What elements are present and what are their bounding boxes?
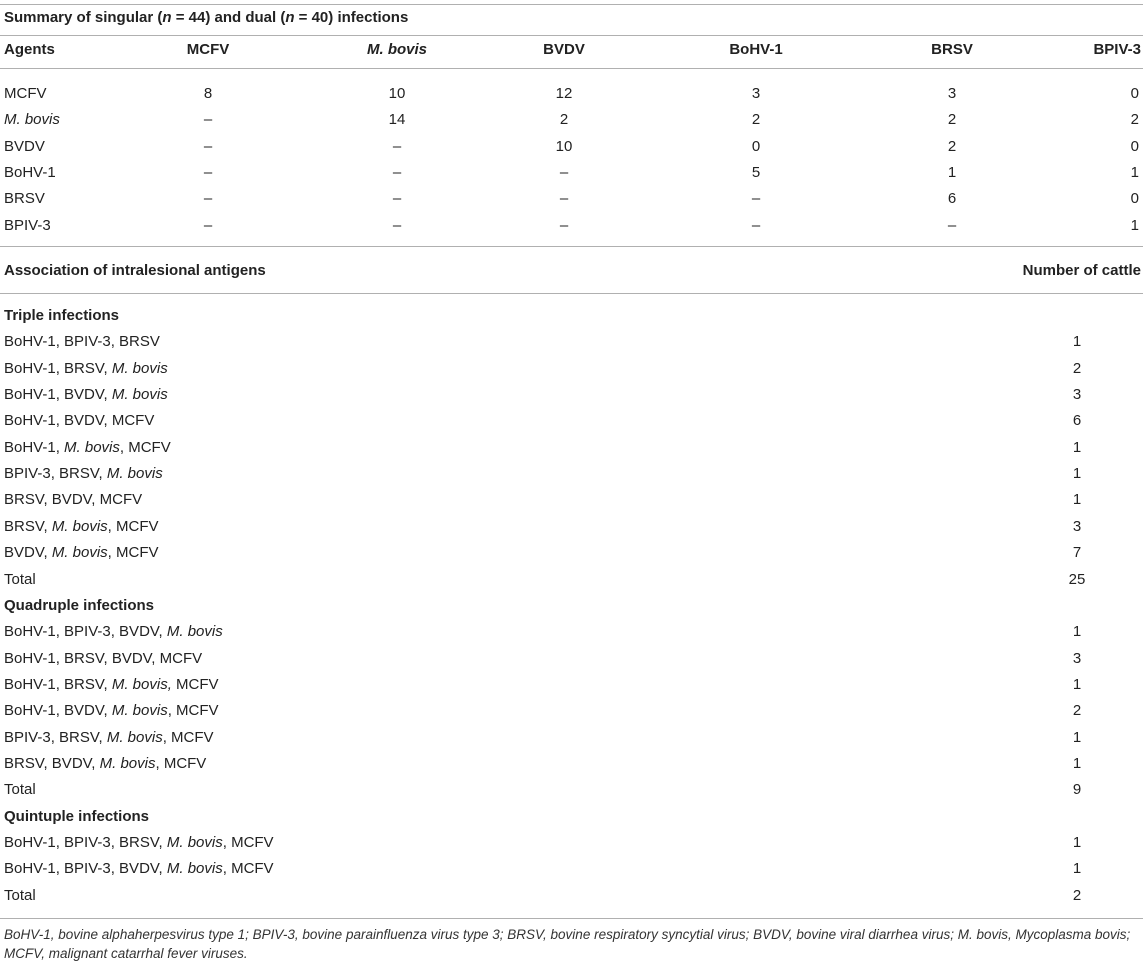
table-cell: – xyxy=(203,111,213,129)
column-header: BPIV-3 xyxy=(1093,41,1141,58)
table-cell: 1 xyxy=(1130,216,1139,234)
table-cell: – xyxy=(392,163,402,181)
cattle-count: 3 xyxy=(1072,517,1082,535)
italic-agent: M. bovis xyxy=(111,386,168,404)
cattle-count: 1 xyxy=(1072,438,1082,456)
agent-text: BPIV-3, BRSV, xyxy=(4,728,107,746)
italic-agent: M. bovis, xyxy=(111,675,172,693)
cattle-count: 3 xyxy=(1072,649,1082,667)
agent-text: BoHV-1, BPIV-3, BRSV, xyxy=(4,834,167,851)
section-title-text: Quintuple infections xyxy=(4,807,149,825)
caption-n: n xyxy=(285,9,295,26)
italic-agent: M. bovis xyxy=(106,728,163,746)
row-label: BoHV-1 xyxy=(4,163,56,181)
total-count: 2 xyxy=(1072,886,1082,904)
italic-agent: M. bovis xyxy=(51,517,108,535)
table-cell: 2 xyxy=(947,137,957,155)
agent-text: BRSV, BVDV, MCFV xyxy=(4,491,143,509)
infection-row xyxy=(0,514,1143,540)
row-label: M. bovis xyxy=(4,111,60,129)
infection-row xyxy=(0,646,1143,672)
cattle-count: 2 xyxy=(1072,702,1082,720)
agent-text: BoHV-1, BRSV, xyxy=(4,675,112,693)
cattle-count: 1 xyxy=(1072,834,1082,851)
infection-row xyxy=(0,619,1143,645)
agent-text: BRSV, BVDV, xyxy=(4,754,100,772)
table-cell: 2 xyxy=(1130,111,1139,129)
table-cell: 14 xyxy=(388,111,406,129)
footnote: BoHV-1, bovine alphaherpesvirus type 1; BPIV-3, bovine parainfluenza virus type 3; BRSV, bovine respiratory syncytial virus; BVDV, bovine viral diarrhea virus; M. bovis, Mycoplasma bovis; MCFV, malignant catarrhal fever viruses. xyxy=(4,927,1131,961)
summary-row xyxy=(0,213,1143,239)
table-cell: 0 xyxy=(1130,190,1139,208)
agent-text: , MCFV xyxy=(222,860,274,878)
table-cell: 0 xyxy=(1130,85,1139,102)
agent-text: BoHV-1, xyxy=(4,438,65,456)
top-rule xyxy=(0,4,1143,5)
infection-row xyxy=(0,540,1143,566)
italic-agent: M. bovis xyxy=(111,702,168,720)
column-header: Agents xyxy=(4,41,55,58)
caption-text: Summary of singular ( xyxy=(4,9,163,26)
table-cell: – xyxy=(947,216,957,234)
section-title xyxy=(0,593,1143,619)
row-label: BRSV xyxy=(4,190,45,208)
table-cell: – xyxy=(751,216,761,234)
cattle-count: 1 xyxy=(1072,491,1082,509)
table-cell: 0 xyxy=(1130,137,1139,155)
column-header: BRSV xyxy=(931,41,973,58)
cattle-count: 1 xyxy=(1072,860,1082,878)
table-cell: – xyxy=(203,216,213,234)
agent-text: BRSV, xyxy=(4,517,52,535)
association-header-row xyxy=(0,258,1143,284)
infection-row xyxy=(0,830,1143,856)
caption-n: n xyxy=(162,9,172,26)
cattle-count: 7 xyxy=(1072,544,1082,562)
caption-text: = 40) infections xyxy=(294,9,409,26)
agent-combination xyxy=(4,356,168,382)
total-count: 25 xyxy=(1068,570,1086,588)
table-cell: 12 xyxy=(555,85,573,102)
section-title xyxy=(0,303,1143,329)
agent-combination xyxy=(4,856,274,882)
infection-row xyxy=(0,672,1143,698)
caption-text: = 44) and dual ( xyxy=(171,9,286,26)
italic-agent: M. bovis xyxy=(166,834,223,851)
agent-text: , MCFV xyxy=(119,438,171,456)
row-label: BVDV xyxy=(4,137,45,155)
italic-agent: M. bovis xyxy=(166,623,223,641)
agent-combination xyxy=(4,619,223,645)
agent-text: BoHV-1, BPIV-3, BRSV xyxy=(4,333,160,351)
table-bottom-rule xyxy=(0,918,1143,919)
agent-text: BoHV-1, BPIV-3, BVDV, xyxy=(4,623,167,641)
total-label: Total xyxy=(4,781,36,799)
total-row xyxy=(0,777,1143,803)
agent-combination xyxy=(4,382,168,408)
summary-header-row xyxy=(0,37,1143,63)
infection-row xyxy=(0,329,1143,355)
total-label: Total xyxy=(4,886,36,904)
table-cell: – xyxy=(559,216,569,234)
agent-text: , MCFV xyxy=(155,754,207,772)
summary-header-rule xyxy=(0,68,1143,69)
summary-row xyxy=(0,107,1143,133)
column-header: Number of cattle xyxy=(1022,262,1141,279)
row-label: MCFV xyxy=(4,85,47,102)
cattle-count: 2 xyxy=(1072,359,1082,377)
association-header-rule xyxy=(0,293,1143,294)
infection-row xyxy=(0,382,1143,408)
italic-agent: M. bovis xyxy=(51,544,108,562)
table-cell: 2 xyxy=(751,111,761,129)
agent-text: BVDV, xyxy=(4,544,52,562)
column-header: BoHV-1 xyxy=(729,41,783,58)
table-cell: – xyxy=(559,190,569,208)
column-header: M. bovis xyxy=(366,41,428,58)
caption-rule xyxy=(0,35,1143,36)
summary-bottom-rule xyxy=(0,246,1143,247)
table-cell: 5 xyxy=(751,163,761,181)
cattle-count: 6 xyxy=(1072,412,1082,430)
agent-text: , MCFV xyxy=(167,702,219,720)
infection-row xyxy=(0,751,1143,777)
section-title xyxy=(0,804,1143,830)
table-cell: – xyxy=(751,190,761,208)
agent-text: BoHV-1, BVDV, xyxy=(4,702,112,720)
cattle-count: 3 xyxy=(1072,386,1082,404)
agent-text: , MCFV xyxy=(162,728,214,746)
agent-combination xyxy=(4,672,219,698)
table-caption xyxy=(4,9,408,26)
agent-text: BoHV-1, BRSV, xyxy=(4,359,112,377)
table-cell: 6 xyxy=(947,190,957,208)
total-row xyxy=(0,567,1143,593)
agent-combination xyxy=(4,725,214,751)
table-cell: 1 xyxy=(1130,163,1139,181)
italic-agent: M. bovis xyxy=(64,438,120,456)
agent-text: BoHV-1, BVDV, MCFV xyxy=(4,412,155,430)
table-cell: – xyxy=(203,190,213,208)
table-cell: 8 xyxy=(203,85,213,102)
section-title-text: Quadruple infections xyxy=(4,596,155,614)
table-cell: 2 xyxy=(559,111,569,129)
italic-agent: M. bovis xyxy=(99,754,156,772)
table-cell: 2 xyxy=(947,111,957,129)
agent-combination xyxy=(4,698,219,724)
agent-combination xyxy=(4,830,274,856)
italic-agent: M. bovis xyxy=(111,359,168,377)
infection-row xyxy=(0,725,1143,751)
italic-agent: M. bovis xyxy=(106,465,163,483)
cattle-count: 1 xyxy=(1072,333,1082,351)
agent-combination xyxy=(4,329,160,355)
table-cell: – xyxy=(203,163,213,181)
agent-combination xyxy=(4,461,163,487)
total-count: 9 xyxy=(1072,781,1082,799)
infection-row xyxy=(0,698,1143,724)
cattle-count: 1 xyxy=(1072,623,1082,641)
total-row xyxy=(0,883,1143,909)
table-cell: – xyxy=(203,137,213,155)
column-header: BVDV xyxy=(543,41,585,58)
infection-row xyxy=(0,408,1143,434)
table-cell: – xyxy=(392,216,402,234)
infection-row xyxy=(0,461,1143,487)
row-label: BPIV-3 xyxy=(4,216,51,234)
infection-row xyxy=(0,487,1143,513)
agent-combination xyxy=(4,487,142,513)
agent-combination xyxy=(4,646,202,672)
italic-agent: M. bovis xyxy=(166,860,223,878)
agent-combination xyxy=(4,408,154,434)
table-cell: 0 xyxy=(751,137,761,155)
agent-combination xyxy=(4,435,171,461)
agent-text: BoHV-1, BRSV, BVDV, MCFV xyxy=(4,649,203,667)
agent-text: , MCFV xyxy=(107,517,159,535)
table-cell: 10 xyxy=(555,137,573,155)
agent-combination xyxy=(4,751,206,777)
section-title-text: Triple infections xyxy=(4,307,120,324)
infection-row xyxy=(0,856,1143,882)
agent-combination xyxy=(4,514,159,540)
table-cell: 10 xyxy=(388,85,406,102)
agent-text: BoHV-1, BVDV, xyxy=(4,386,112,404)
table-cell: 1 xyxy=(947,163,957,181)
table-cell: – xyxy=(559,163,569,181)
column-header: Association of intralesional antigens xyxy=(4,262,266,279)
cattle-count: 1 xyxy=(1072,728,1082,746)
cattle-count: 1 xyxy=(1072,754,1082,772)
infection-row xyxy=(0,435,1143,461)
summary-row xyxy=(0,81,1143,107)
column-header: MCFV xyxy=(186,41,230,58)
table-cell: – xyxy=(392,137,402,155)
summary-row xyxy=(0,134,1143,160)
summary-row xyxy=(0,186,1143,212)
agent-text: BPIV-3, BRSV, xyxy=(4,465,107,483)
agent-text: , MCFV xyxy=(107,544,159,562)
cattle-count: 1 xyxy=(1072,675,1082,693)
agent-text: MCFV xyxy=(171,675,219,693)
infection-row xyxy=(0,356,1143,382)
agent-text: BoHV-1, BPIV-3, BVDV, xyxy=(4,860,167,878)
agent-combination xyxy=(4,540,159,566)
table-cell: 3 xyxy=(751,85,761,102)
cattle-count: 1 xyxy=(1072,465,1082,483)
total-label: Total xyxy=(4,570,36,588)
summary-row xyxy=(0,160,1143,186)
table-cell: 3 xyxy=(947,85,957,102)
agent-text: , MCFV xyxy=(222,834,274,851)
table-cell: – xyxy=(392,190,402,208)
